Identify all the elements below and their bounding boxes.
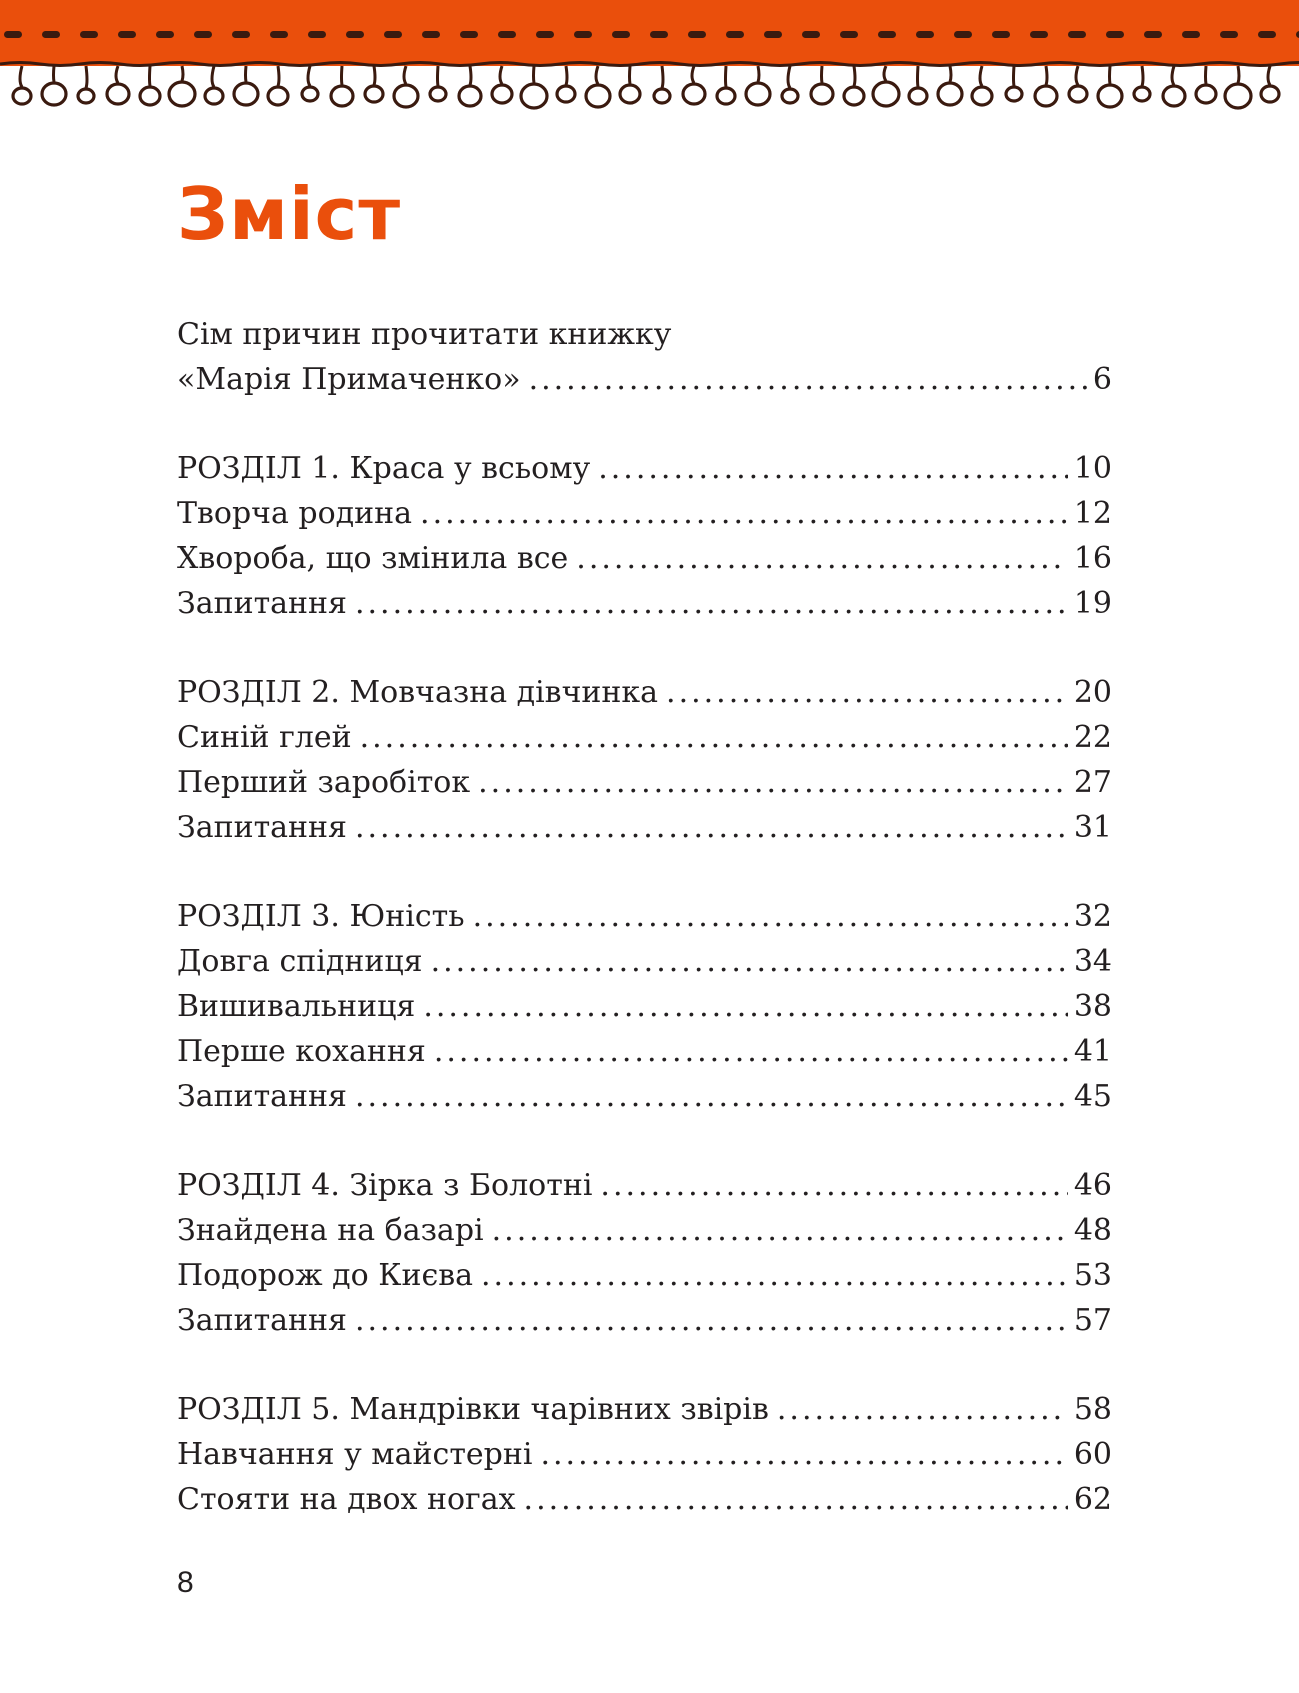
toc-intro (177, 312, 1112, 402)
dot-leader (481, 1253, 1068, 1298)
toc-entry-page: 34 (1073, 944, 1112, 979)
toc-section-2 (177, 670, 1112, 850)
toc-entry-label: Запитання (177, 586, 347, 621)
toc-section-3 (177, 894, 1112, 1119)
page-number: 8 (177, 1566, 194, 1599)
toc-entry-page: 31 (1073, 810, 1112, 845)
toc-entry-label: Подорож до Києва (177, 1258, 474, 1293)
dot-leader (540, 1432, 1067, 1477)
dot-leader (777, 1387, 1068, 1432)
toc-chapter-entry[interactable] (177, 894, 1112, 939)
dot-leader (355, 1298, 1068, 1343)
toc-entry-label: Хвороба, що змінила все (177, 541, 569, 576)
toc-entry-label: РОЗДІЛ 1. Краса у всьому (177, 451, 591, 486)
toc-entry[interactable] (177, 1253, 1112, 1298)
page-title: Зміст (177, 172, 402, 256)
toc-entry-page: 45 (1073, 1079, 1112, 1114)
toc-entry[interactable] (177, 491, 1112, 536)
dot-leader (355, 1074, 1068, 1119)
toc-entry-page: 62 (1073, 1482, 1112, 1517)
toc-entry-page: 27 (1073, 765, 1112, 800)
dot-leader (576, 536, 1068, 581)
toc-entry-label: РОЗДІЛ 3. Юність (177, 899, 465, 934)
dot-leader (420, 491, 1068, 536)
toc-chapter-entry[interactable] (177, 1163, 1112, 1208)
dot-leader (423, 984, 1068, 1029)
toc-entry-label: РОЗДІЛ 2. Мовчазна дівчинка (177, 675, 659, 710)
toc-entry-page: 41 (1073, 1034, 1112, 1069)
dot-leader (478, 760, 1068, 805)
toc-entry-label: Перший заробіток (177, 765, 471, 800)
toc-entry-page: 22 (1073, 720, 1112, 755)
toc-entry[interactable] (177, 1477, 1112, 1522)
toc-entry[interactable] (177, 1298, 1112, 1343)
fringe-border-icon (0, 0, 1299, 120)
toc-entry[interactable] (177, 1432, 1112, 1477)
toc-entry-page: 6 (1092, 362, 1112, 397)
dot-leader (524, 1477, 1068, 1522)
toc-entry-page: 60 (1073, 1437, 1112, 1472)
dot-leader (600, 1163, 1067, 1208)
toc-entry-page: 48 (1073, 1213, 1112, 1248)
table-of-contents (177, 312, 1112, 1566)
toc-entry[interactable] (177, 536, 1112, 581)
toc-entry[interactable] (177, 984, 1112, 1029)
toc-section-1 (177, 446, 1112, 626)
toc-entry-label: РОЗДІЛ 4. Зірка з Болотні (177, 1168, 593, 1203)
toc-entry-label: Запитання (177, 810, 347, 845)
toc-intro-title: Сім причин прочитати книжку (177, 317, 672, 352)
dot-leader (473, 894, 1068, 939)
toc-entry[interactable] (177, 939, 1112, 984)
toc-entry-label: «Марія Примаченко» (177, 362, 521, 397)
toc-entry-page: 19 (1073, 586, 1112, 621)
toc-intro-line1 (177, 312, 1112, 357)
toc-section-5 (177, 1387, 1112, 1522)
toc-entry-label: Синій глей (177, 720, 352, 755)
toc-entry-label: Вишивальниця (177, 989, 416, 1024)
toc-entry-label: Стояти на двох ногах (177, 1482, 516, 1517)
toc-entry-page: 20 (1073, 675, 1112, 710)
dot-leader (434, 1029, 1068, 1074)
dot-leader (492, 1208, 1068, 1253)
toc-entry[interactable] (177, 715, 1112, 760)
toc-entry-page: 58 (1073, 1392, 1112, 1427)
toc-entry-label: Знайдена на базарі (177, 1213, 484, 1248)
toc-entry-label: Запитання (177, 1303, 347, 1338)
toc-entry-page: 10 (1073, 451, 1112, 486)
toc-entry-page: 57 (1073, 1303, 1112, 1338)
dot-leader (355, 805, 1068, 850)
dot-leader (355, 581, 1068, 626)
toc-entry[interactable] (177, 357, 1112, 402)
toc-entry[interactable] (177, 1208, 1112, 1253)
toc-entry-label: Творча родина (177, 496, 413, 531)
toc-chapter-entry[interactable] (177, 670, 1112, 715)
toc-entry[interactable] (177, 1074, 1112, 1119)
toc-entry[interactable] (177, 1029, 1112, 1074)
toc-entry[interactable] (177, 805, 1112, 850)
toc-entry-label: Навчання у майстерні (177, 1437, 533, 1472)
dot-leader (666, 670, 1068, 715)
dot-leader (431, 939, 1068, 984)
toc-entry[interactable] (177, 581, 1112, 626)
toc-entry-label: Запитання (177, 1079, 347, 1114)
toc-entry-page: 46 (1073, 1168, 1112, 1203)
toc-chapter-entry[interactable] (177, 446, 1112, 491)
toc-chapter-entry[interactable] (177, 1387, 1112, 1432)
toc-entry[interactable] (177, 760, 1112, 805)
dot-leader (598, 446, 1068, 491)
toc-entry-label: Довга спідниця (177, 944, 423, 979)
toc-entry-page: 16 (1073, 541, 1112, 576)
dot-leader (360, 715, 1068, 760)
toc-entry-label: РОЗДІЛ 5. Мандрівки чарівних звірів (177, 1392, 769, 1427)
toc-entry-page: 38 (1073, 989, 1112, 1024)
toc-entry-page: 32 (1073, 899, 1112, 934)
toc-section-4 (177, 1163, 1112, 1343)
toc-entry-label: Перше кохання (177, 1034, 426, 1069)
toc-entry-page: 12 (1073, 496, 1112, 531)
dot-leader (529, 357, 1087, 402)
toc-entry-page: 53 (1073, 1258, 1112, 1293)
